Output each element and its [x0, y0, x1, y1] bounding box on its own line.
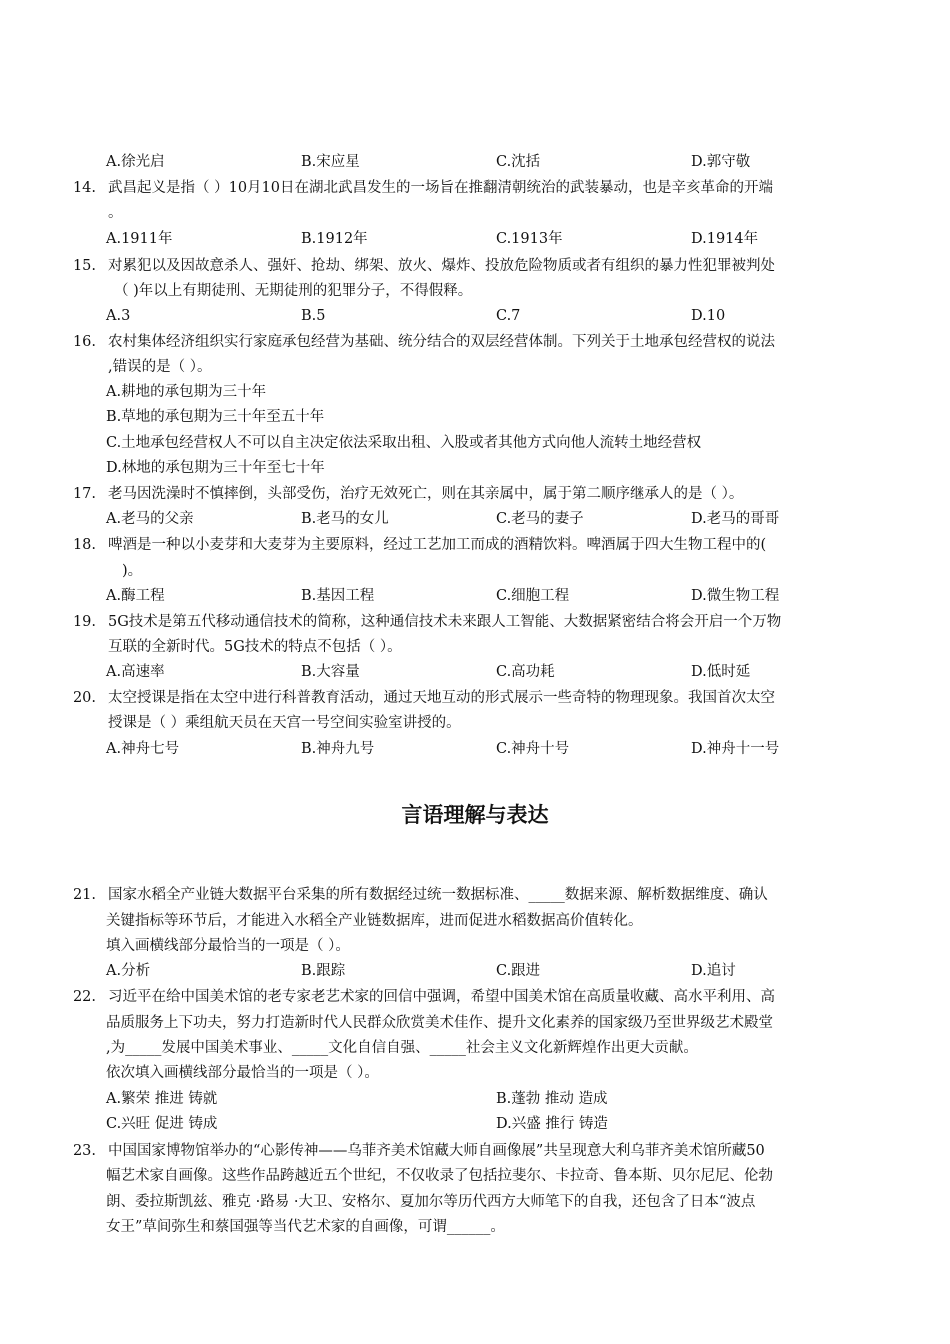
- q16-option-c: C.土地承包经营权人不可以自主决定依法采取出租、入股或者其他方式向他人流转土地经营权: [106, 435, 702, 451]
- q18-option-d: D.微生物工程: [691, 588, 780, 604]
- q13-option-d: D.郭守敬: [691, 154, 751, 170]
- q20-option-b: B.神舟九号: [301, 741, 375, 757]
- q14-option-c: C.1913年: [496, 231, 563, 247]
- q19-option-b: B.大容量: [301, 664, 360, 680]
- q23-stem-line-1: 中国国家博物馆举办的“心影传神——乌菲齐美术馆藏大师自画像展”共呈现意大利乌菲齐美术馆所藏50: [108, 1143, 765, 1159]
- q14-stem-line-1: 武昌起义是指（ ）10月10日在湖北武昌发生的一场旨在推翻清朝统治的武装暴动，也是辛亥革命的开端: [108, 180, 774, 196]
- q21-option-b: B.跟踪: [301, 963, 346, 979]
- q20-option-c: C.神舟十号: [496, 741, 570, 757]
- q16-stem-line-1: 农村集体经济组织实行家庭承包经营为基础、统分结合的双层经营体制。下列关于土地承包经营权的说法: [108, 334, 775, 350]
- q22-number: 22.: [72, 989, 96, 1005]
- q20-number: 20.: [72, 690, 96, 706]
- q20-option-d: D.神舟十一号: [691, 741, 780, 757]
- q19-option-c: C.高功耗: [496, 664, 555, 680]
- q23-number: 23.: [72, 1143, 96, 1159]
- q14-option-b: B.1912年: [301, 231, 368, 247]
- q20-stem-line-1: 太空授课是指在太空中进行科普教育活动，通过天地互动的形式展示一些奇特的物理现象。我国首次太空: [108, 690, 775, 706]
- q21-stem-line-2: 关键指标等环节后，才能进入水稻全产业链数据库，进而促进水稻数据高价值转化。: [106, 913, 643, 929]
- q23-stem-line-4: 女王”草间弥生和蔡国强等当代艺术家的自画像，可谓______。: [106, 1219, 505, 1235]
- q22-option-c: C.兴旺 促进 铸成: [106, 1116, 218, 1132]
- q21-number: 21.: [72, 887, 96, 903]
- q17-option-c: C.老马的妻子: [496, 511, 584, 527]
- q17-option-b: B.老马的女儿: [301, 511, 389, 527]
- q21-instruction: 填入画横线部分最恰当的一项是（ ）。: [106, 938, 350, 954]
- q18-stem-line-2: )。: [122, 563, 143, 579]
- q15-option-a: A.3: [106, 308, 131, 324]
- q16-option-a: A.耕地的承包期为三十年: [106, 384, 267, 400]
- q14-stem-line-2: 。: [108, 205, 123, 221]
- q14-option-a: A.1911年: [106, 231, 173, 247]
- q16-number: 16.: [72, 334, 96, 350]
- q13-option-a: A.徐光启: [106, 154, 165, 170]
- q17-stem-line-1: 老马因洗澡时不慎摔倒，头部受伤，治疗无效死亡，则在其亲属中，属于第二顺序继承人的是（ ）。: [108, 486, 744, 502]
- q22-option-d: D.兴盛 推行 铸造: [496, 1116, 608, 1132]
- q21-option-d: D.追讨: [691, 963, 736, 979]
- q13-option-c: C.沈括: [496, 154, 541, 170]
- q18-option-c: C.细胞工程: [496, 588, 570, 604]
- q18-number: 18.: [72, 537, 96, 553]
- q17-option-d: D.老马的哥哥: [691, 511, 780, 527]
- q16-option-d: D.林地的承包期为三十年至七十年: [106, 460, 325, 476]
- q18-stem-line-1: 啤酒是一种以小麦芽和大麦芽为主要原料，经过工艺加工而成的酒精饮料。啤酒属于四大生物工程中的(: [108, 537, 767, 553]
- q21-option-a: A.分析: [106, 963, 151, 979]
- q16-option-b: B.草地的承包期为三十年至五十年: [106, 409, 325, 425]
- q17-option-a: A.老马的父亲: [106, 511, 194, 527]
- q20-stem-line-2: 授课是（ ）乘组航天员在天宫一号空间实验室讲授的。: [108, 715, 461, 731]
- q21-stem-line-1: 国家水稻全产业链大数据平台采集的所有数据经过统一数据标准、_____数据来源、解析数据维度、确认: [108, 887, 768, 903]
- q22-option-a: A.繁荣 推进 铸就: [106, 1091, 218, 1107]
- q15-stem-line-2: （ )年以上有期徒刑、无期徒刑的犯罪分子，不得假释。: [114, 283, 473, 299]
- q14-number: 14.: [72, 180, 96, 196]
- q19-option-a: A.高速率: [106, 664, 165, 680]
- q19-number: 19.: [72, 614, 96, 630]
- q22-instruction: 依次填入画横线部分最恰当的一项是（ ）。: [106, 1065, 379, 1081]
- q17-number: 17.: [72, 486, 96, 502]
- q19-option-d: D.低时延: [691, 664, 751, 680]
- q23-stem-line-3: 朗、委拉斯凯兹、雅克 ·路易 ·大卫、安格尔、夏加尔等历代西方大师笔下的自我，还包含了日本“波点: [106, 1194, 756, 1210]
- q22-stem-line-2: 品质服务上下功夫，努力打造新时代人民群众欣赏美术佳作、提升文化素养的国家级乃至世界级艺术殿堂: [106, 1015, 773, 1031]
- q22-option-b: B.蓬勃 推动 造成: [496, 1091, 608, 1107]
- q18-option-b: B.基因工程: [301, 588, 375, 604]
- q18-option-a: A.酶工程: [106, 588, 165, 604]
- q14-option-d: D.1914年: [691, 231, 759, 247]
- q23-stem-line-2: 幅艺术家自画像。这些作品跨越近五个世纪，不仅收录了包括拉斐尔、卡拉奇、鲁本斯、贝尔尼尼、伦勃: [106, 1168, 773, 1184]
- q21-option-c: C.跟进: [496, 963, 541, 979]
- q22-stem-line-1: 习近平在给中国美术馆的老专家老艺术家的回信中强调，希望中国美术馆在高质量收藏、高水平利用、高: [108, 989, 775, 1005]
- q22-stem-line-3: ,为_____发展中国美术事业、_____文化自信自强、_____社会主义文化新辉煌作出更大贡献。: [106, 1040, 698, 1056]
- q15-stem-line-1: 对累犯以及因故意杀人、强奸、抢劫、绑架、放火、爆炸、投放危险物质或者有组织的暴力性犯罪被判处: [108, 258, 775, 274]
- q15-number: 15.: [72, 258, 96, 274]
- q15-option-c: C.7: [496, 308, 521, 324]
- section-title: 言语理解与表达: [401, 803, 549, 827]
- q19-stem-line-1: 5G技术是第五代移动通信技术的简称，这种通信技术未来跟人工智能、大数据紧密结合将会开启一个万物: [108, 614, 782, 630]
- q20-option-a: A.神舟七号: [106, 741, 180, 757]
- q15-option-b: B.5: [301, 308, 326, 324]
- q19-stem-line-2: 互联的全新时代。5G技术的特点不包括（ ）。: [108, 639, 402, 655]
- q13-option-b: B.宋应星: [301, 154, 360, 170]
- q16-stem-line-2: ,错误的是（ ）。: [108, 359, 212, 375]
- q15-option-d: D.10: [691, 308, 726, 324]
